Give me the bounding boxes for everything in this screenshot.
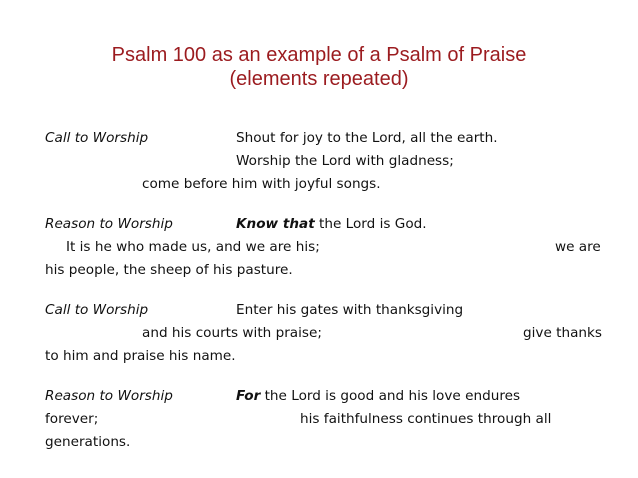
section-2-line-1 <box>236 215 427 233</box>
section-1-label: Call to Worship <box>45 130 149 146</box>
section-3-line-3: to him and praise his name. <box>45 348 236 364</box>
title-line-2: (elements repeated) <box>229 68 409 90</box>
section-4-line-2: forever; <box>45 411 99 427</box>
section-3-line-1: Enter his gates with thanksgiving <box>236 302 464 318</box>
title-line-1: Psalm 100 as an example of a Psalm of Praise <box>111 44 527 66</box>
section-1-line-2: Worship the Lord with gladness; <box>236 153 454 169</box>
section-2-line-2: It is he who made us, and we are his; <box>66 239 320 255</box>
section-2-line-1-rest: the Lord is God. <box>314 216 427 232</box>
section-2-emphasis: Know that <box>236 216 315 232</box>
section-4-label: Reason to Worship <box>45 388 173 404</box>
section-3-line-2: and his courts with praise; <box>142 325 322 341</box>
section-4-line-2-end: his faithfulness continues through all <box>300 411 552 427</box>
section-4-line-3: generations. <box>45 434 131 450</box>
section-2-line-2-end: we are <box>555 239 601 255</box>
section-4-line-1-rest: the Lord is good and his love endures <box>260 388 521 404</box>
section-3-line-2-end: give thanks <box>523 325 602 341</box>
section-3-label: Call to Worship <box>45 302 149 318</box>
section-1-line-3: come before him with joyful songs. <box>142 176 381 192</box>
section-1-line-1: Shout for joy to the Lord, all the earth. <box>236 130 498 146</box>
section-4-emphasis: For <box>236 388 261 404</box>
section-2-label: Reason to Worship <box>45 216 173 232</box>
section-4-line-1 <box>236 387 520 405</box>
section-2-line-3: his people, the sheep of his pasture. <box>45 262 293 278</box>
